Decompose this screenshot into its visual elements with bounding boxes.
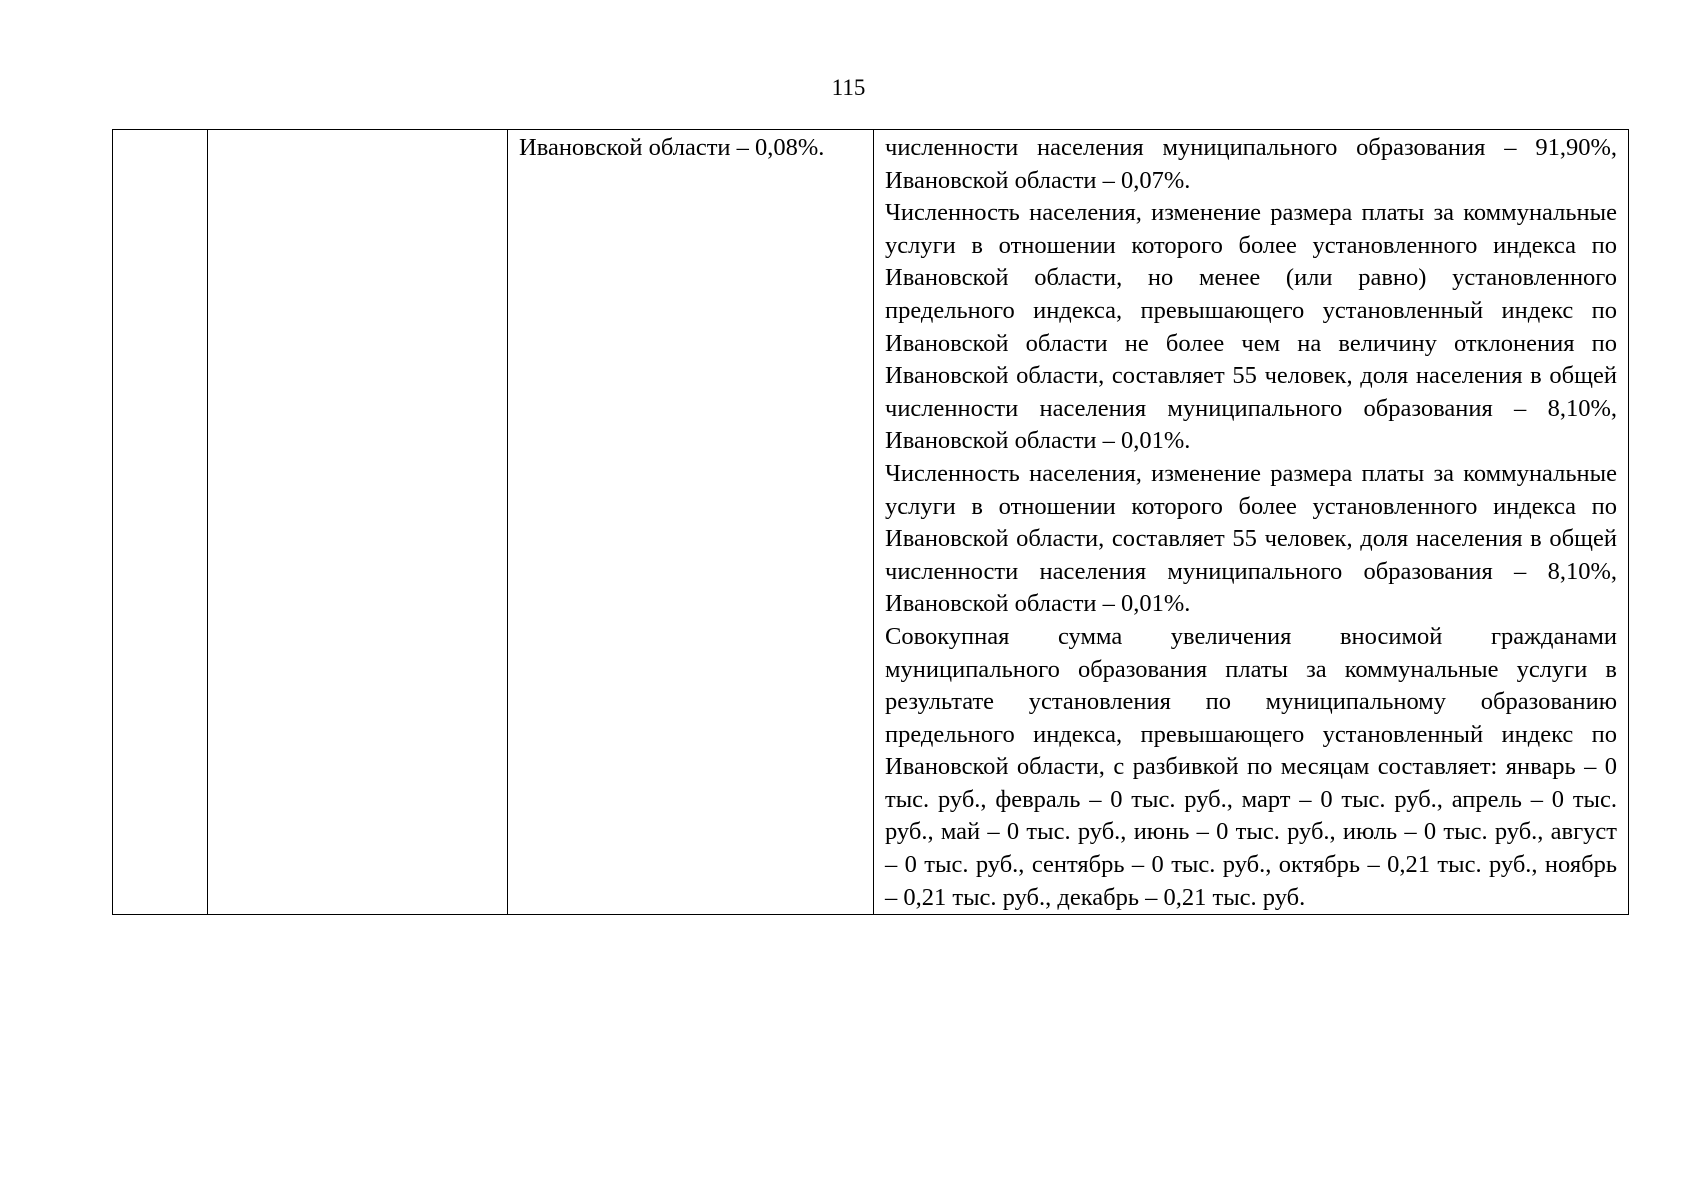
table-cell-description — [874, 130, 1629, 915]
description-paragraph: Совокупная сумма увеличения вносимой гражданами муниципального образования платы за коммунальные услуги в результате установления по муниципальному образованию предельного индекса, превышающего установленный индекс по Ивановской области, с разбивкой по месяцам составляет: январь – 0 тыс. руб., февраль – 0 тыс. руб., март – 0 тыс. руб., апрель – 0 тыс. руб., май – 0 тыс. руб., июнь – 0 тыс. руб., июль – 0 тыс. руб., август – 0 тыс. руб., сентябрь – 0 тыс. руб., октябрь – 0,21 тыс. руб., ноябрь – 0,21 тыс. руб., декабрь – 0,21 тыс. руб. — [885, 622, 1617, 911]
description-paragraph: Численность населения, изменение размера платы за коммунальные услуги в отношении которого более установленного индекса по Ивановской области, но менее (или равно) установленного предельного индекса, превышающего установленный индекс по Ивановской области не более чем на величину отклонения по Ивановской области, составляет 55 человек, доля населения в общей численности населения муниципального образования – 8,10%, Ивановской области – 0,01%. — [885, 199, 1617, 455]
table-cell-value — [508, 130, 874, 915]
document-table — [112, 129, 1629, 915]
page-number: 115 — [831, 75, 866, 100]
cell-value-text: Ивановской области – 0,08%. — [519, 134, 825, 161]
table-row — [113, 130, 1629, 915]
table-cell-number — [113, 130, 208, 915]
description-paragraph: численности населения муниципального образования – 91,90%, Ивановской области – 0,07%. — [885, 134, 1617, 194]
description-paragraph: Численность населения, изменение размера платы за коммунальные услуги в отношении которого более установленного индекса по Ивановской области, составляет 55 человек, доля населения в общей численности населения муниципального образования – 8,10%, Ивановской области – 0,01%. — [885, 459, 1617, 618]
table-cell-name — [208, 130, 508, 915]
